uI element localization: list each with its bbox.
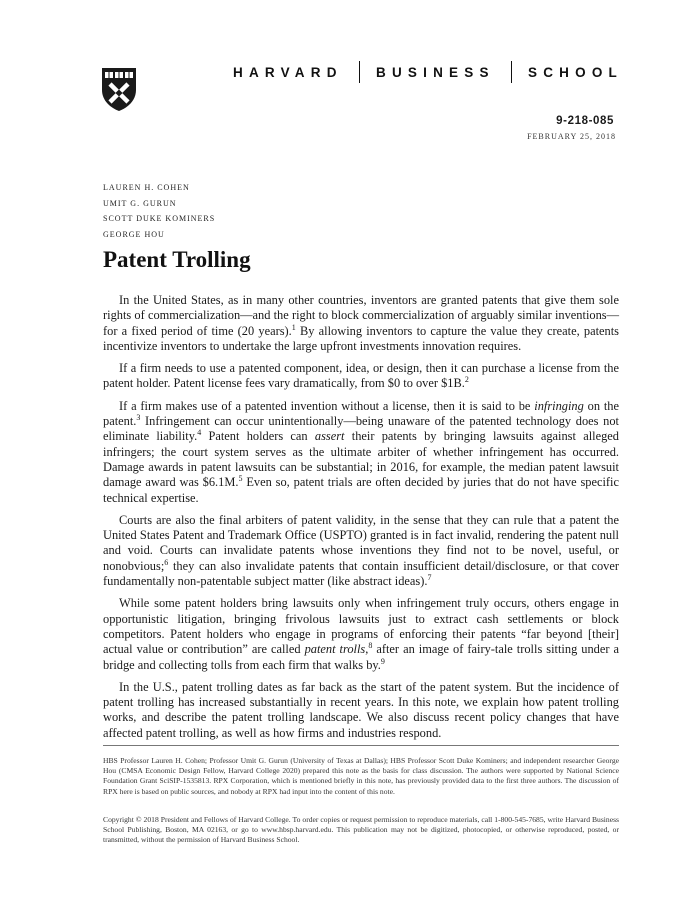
- school-divider: [511, 61, 512, 83]
- school-divider: [359, 61, 360, 83]
- text-run: If a firm makes use of a patented invention without a license, then it is said to be: [119, 398, 535, 413]
- body-paragraph: [103, 293, 619, 354]
- body-paragraph: [103, 361, 619, 392]
- school-word: BUSINESS: [376, 64, 495, 80]
- italic-term: patent trolls: [304, 642, 366, 657]
- footnote-ref: 2: [464, 375, 469, 385]
- footnote-divider: [103, 745, 619, 746]
- text-run: Courts are also the final arbiters of patent validity, in the sense that they can rule that a patent the United States Patent and Trademark Office (USPTO) granted is in fact invalid, rendering the patent null and void. Courts can invalidate patents whose inventions they find not to be novel, useful, or nonobvious;: [103, 512, 619, 573]
- harvard-shield-icon: [100, 66, 138, 112]
- copyright-notice: Copyright © 2018 President and Fellows of Harvard College. To order copies or request permission to reproduce materials, call 1-800-545-7685, write Harvard Business School Publishing, Boston, MA 02163, or go to www.hbsp.harvard.edu. This publication may not be digitized, photocopied, or otherwise reproduced, posted, or transmitted, without the permission of Harvard Business School.: [103, 815, 619, 845]
- text-run: Infringement can occur unintentionally—being unaware of the patented technology does not eliminate liability.: [103, 414, 619, 444]
- author-credits-footnote: HBS Professor Lauren H. Cohen; Professor Umit G. Gurun (University of Texas at Dallas); HBS Professor Scott Duke Kominers; and independent researcher George Hou (CMSA Economic Design Fellow, Harvard College 2020) prepared this note as the basis for class discussion. The authors were supported by National Science Foundation Grant SciSIP-1535813. RPX Corporation, which is mentioned briefly in this note, has previously provided data to the first three authors. The discussion of RPX here is based on public sources, and nobody at RPX had input into the content of this note.: [103, 756, 619, 796]
- document-title: Patent Trolling: [103, 247, 251, 272]
- text-run: While some patent holders bring lawsuits only when infringement truly occurs, others engage in opportunistic litigation, bringing frivolous lawsuits just to extract cash settlements or block competitors. Patent holders who engage in programs of enforcing their patents “far beyond [their] actual value or contribution” are called: [103, 596, 619, 657]
- italic-term: assert: [314, 429, 345, 444]
- author: UMIT G. GURUN: [103, 198, 177, 208]
- school-name: [233, 63, 623, 81]
- footnote-ref: 6: [164, 557, 169, 567]
- text-run: they can also invalidate patents that contain insufficient detail/disclosure, or that cover fundamentally non-patentable subject matter (like abstract ideas).: [103, 558, 619, 589]
- text-run: Even so, patent trials are often decided by juries that do not have specific technical expertise.: [103, 475, 619, 505]
- footnote-ref: 8: [368, 641, 373, 651]
- footnote-ref: 5: [238, 474, 243, 484]
- italic-term: infringing: [534, 398, 584, 413]
- case-number: 9-218-085: [556, 115, 614, 127]
- footnote-ref: 4: [197, 428, 202, 438]
- footnote-ref: 3: [136, 412, 141, 422]
- text-run: Patent holders can: [201, 429, 315, 444]
- text-run: In the United States, as in many other countries, inventors are granted patents that give them sole rights of commercialization—and the right to block commercialization of arguably similar inventions—for a fixed period of time (20 years).: [103, 293, 619, 338]
- text-run: after an image of fairy-tale trolls sitting under a bridge and collecting tolls from each firm that walks by.: [103, 642, 619, 672]
- footnote-ref: 1: [291, 322, 296, 332]
- body-paragraph: [103, 596, 619, 672]
- school-word: HARVARD: [233, 64, 343, 80]
- author-list: [103, 180, 215, 242]
- text-run: By allowing inventors to capture the value they create, patents incentivize inventors to undertake the large upfront investments innovation requires.: [103, 323, 619, 353]
- text-run: In the U.S., patent trolling dates as far back as the start of the patent system. But the incidence of patent trolling has increased substantially in recent years. In this note, we explain how patent trolling works, and describe the patent trolling landscape. We also discuss recent policy changes that have affected patent trolling, as well as how firms and industries respond.: [103, 679, 619, 740]
- author: SCOTT DUKE KOMINERS: [103, 214, 216, 223]
- body-paragraph: [103, 680, 619, 741]
- footnote-ref: 9: [380, 656, 385, 666]
- text-run: If a firm needs to use a patented component, idea, or design, then it can purchase a license from the patent holder. Patent license fees vary dramatically, from $0 to over $1B.: [103, 361, 619, 391]
- body-text: [103, 293, 619, 741]
- body-paragraph: [103, 513, 619, 589]
- case-date: FEBRUARY 25, 2018: [527, 132, 616, 141]
- footnote-ref: 7: [427, 572, 432, 582]
- body-paragraph: [103, 399, 619, 506]
- school-word: SCHOOL: [528, 64, 623, 80]
- text-run: ,: [365, 642, 369, 657]
- author: GEORGE HOU: [103, 229, 165, 239]
- text-run: their patents by bringing lawsuits against alleged infringers; the court system serves as the ultimate arbiter of whether infringement has occurred. Damage awards in patent lawsuits can be substantial; in 2016, for example, the median patent lawsuit damage award was $6.1M.: [103, 429, 619, 490]
- author: LAUREN H. COHEN: [103, 183, 190, 192]
- text-run: on the patent.: [103, 398, 619, 429]
